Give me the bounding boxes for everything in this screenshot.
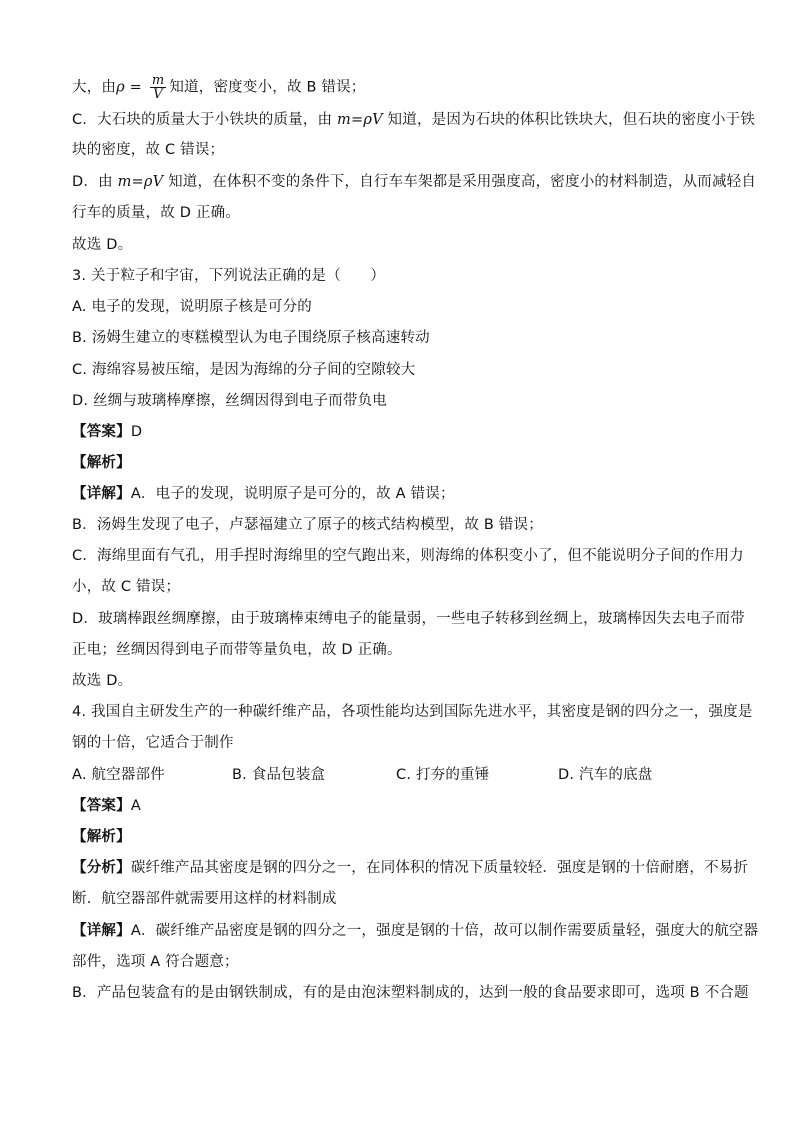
question-4-answer [72, 796, 141, 816]
text-fragment: C．大石块的质量大于小铁块的质量，由 [72, 112, 338, 128]
question-4-detail [72, 921, 758, 941]
question-4-option-a: A. 航空器部件 [72, 767, 165, 783]
text-line: 块的密度，故 C 错误； [72, 142, 225, 158]
question-3-answer [72, 422, 142, 442]
question-3-detail [72, 484, 455, 504]
answer-tag: 【答案】 [72, 424, 131, 440]
question-4-stem-cont: 钢的十倍，它适合于制作 [72, 735, 234, 751]
equals-sign: = [124, 79, 147, 96]
rho-symbol: ρ [116, 79, 125, 96]
text-fragment: 知道，是因为石块的体积比铁块大，但石块的密度小于铁 [382, 112, 756, 128]
detail-line: B．汤姆生发现了电子，卢瑟福建立了原子的核式结构模型，故 B 错误； [72, 517, 543, 533]
detail-text: A．电子的发现，说明原子是可分的，故 A 错误； [130, 486, 455, 502]
text-line [72, 110, 755, 130]
fenxi-text: 碳纤维产品其密度是钢的四分之一，在同体积的情况下质量较轻．强度是钢的十倍耐磨，不易折 [130, 860, 749, 876]
question-3-option-b: B. 汤姆生建立的枣糕模型认为电子围绕原子核高速转动 [72, 330, 430, 346]
detail-line: D．玻璃棒跟丝绸摩擦，由于玻璃棒束缚电子的能量弱，一些电子转移到丝绸上，玻璃棒因失去电子而带 [72, 611, 745, 627]
fenxi-line: 断．航空器部件就需要用这样的材料制成 [72, 891, 337, 907]
text-line-density [72, 74, 366, 101]
detail-line: 小，故 C 错误； [72, 579, 181, 595]
detail-tag: 【详解】 [72, 486, 131, 502]
detail-text: A．碳纤维产品密度是钢的四分之一，强度是钢的十倍，故可以制作需要质量轻，强度大的航空器 [130, 923, 759, 939]
text-fragment: 知道，密度变小，故 B 错误； [169, 79, 366, 96]
detail-line: B．产品包装盒有的是由钢铁制成，有的是由泡沫塑料制成的，达到一般的食品要求即可，选项 B 不合题 [72, 985, 749, 1001]
question-4-option-b: B. 食品包装盒 [232, 767, 326, 783]
detail-line: 正电；丝绸因得到电子而带等量负电，故 D 正确。 [72, 642, 402, 658]
text-line [72, 172, 756, 192]
question-3-option-c: C. 海绵容易被压缩，是因为海绵的分子间的空隙较大 [72, 362, 416, 378]
text-line: 行车的质量，故 D 正确。 [72, 205, 240, 221]
formula: m=ρV [117, 174, 164, 190]
answer-value: A [130, 798, 141, 814]
detail-line: 部件，选项 A 符合题意； [72, 954, 239, 970]
question-3-stem: 3. 关于粒子和宇宙，下列说法正确的是（ ） [72, 268, 386, 284]
question-3-analysis-tag: 【解析】 [72, 455, 131, 471]
fraction-numerator: m [151, 73, 165, 88]
question-4-analysis-tag: 【解析】 [72, 829, 131, 845]
text-fragment: 大，由 [72, 79, 117, 96]
text-fragment: 知道，在体积不变的条件下，自行车车架都是采用强度高，密度小的材料制造，从而减轻自 [163, 174, 757, 190]
question-4-options [72, 765, 722, 785]
density-fraction [150, 74, 167, 101]
question-3-option-d: D. 丝绸与玻璃棒摩擦，丝绸因得到电子而带负电 [72, 393, 387, 409]
text-fragment: D．由 [72, 174, 118, 190]
detail-line: C．海绵里面有气孔，用手捏时海绵里的空气跑出来，则海绵的体积变小了，但不能说明分子间的作用力 [72, 548, 744, 564]
question-4-option-c: C. 打夯的重锤 [396, 767, 490, 783]
question-4-stem: 4. 我国自主研发生产的一种碳纤维产品，各项性能均达到国际先进水平，其密度是钢的四分之一，强度是 [72, 704, 753, 720]
question-4-option-d: D. 汽车的底盘 [558, 767, 653, 783]
fenxi-tag: 【分析】 [72, 860, 131, 876]
question-3-option-a: A. 电子的发现，说明原子核是可分的 [72, 299, 312, 315]
formula: m=ρV [337, 112, 383, 128]
question-4-fenxi [72, 858, 748, 878]
text-line: 故选 D。 [72, 237, 133, 253]
answer-value: D [130, 424, 143, 440]
fraction-denominator: V [153, 87, 163, 102]
detail-line: 故选 D。 [72, 673, 133, 689]
answer-tag: 【答案】 [72, 798, 131, 814]
detail-tag: 【详解】 [72, 923, 131, 939]
